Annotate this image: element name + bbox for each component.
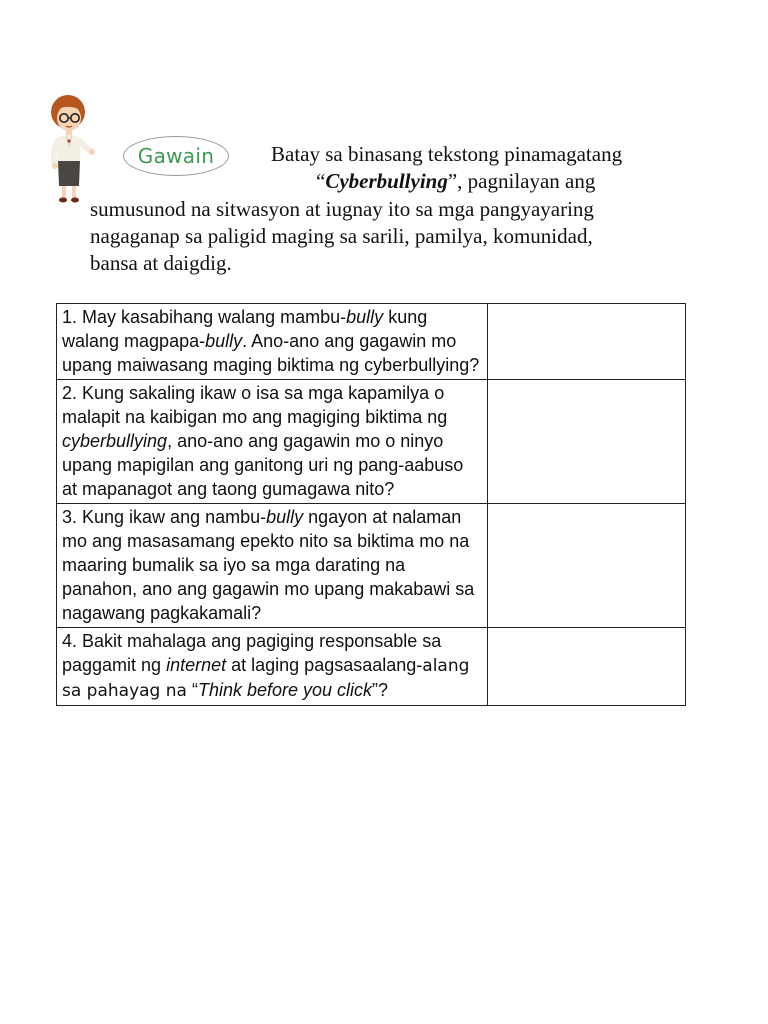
answer-cell[interactable] xyxy=(488,380,686,504)
activity-badge xyxy=(123,136,229,176)
answer-cell[interactable] xyxy=(488,504,686,628)
question-cell: 4. Bakit mahalaga ang pagiging responsable sa paggamit ng internet at laging pagsasaalang-alang sa pahayag na “Think before you click”? xyxy=(57,628,488,706)
teacher-illustration xyxy=(44,94,96,204)
quote-open: “ xyxy=(316,169,326,193)
answer-cell[interactable] xyxy=(488,628,686,706)
intro-line-3: sumusunod na sitwasyon at iugnay ito sa mga pangyayaring xyxy=(90,197,594,221)
intro-line-1: Batay sa binasang tekstong pinamagatang xyxy=(271,142,623,166)
table-row xyxy=(57,304,686,380)
quote-close: ”, pagnilayan ang xyxy=(447,169,596,193)
intro-line-5: bansa at daigdig. xyxy=(90,251,232,275)
activity-badge-label: Gawain xyxy=(137,144,215,168)
table-row xyxy=(57,380,686,504)
question-cell: 3. Kung ikaw ang nambu-bully ngayon at nalaman mo ang masasamang epekto nito sa biktima mo na maaring bumalik sa iyo sa mga darating na panahon, ano ang gagawin mo upang makabawi sa nagawang pagkakamali? xyxy=(57,504,488,628)
table-row xyxy=(57,504,686,628)
intro-body xyxy=(90,196,690,277)
intro-title: Cyberbullying xyxy=(325,169,448,193)
table-row xyxy=(57,628,686,706)
answer-cell[interactable] xyxy=(488,304,686,380)
question-cell: 2. Kung sakaling ikaw o isa sa mga kapamilya o malapit na kaibigan mo ang magiging biktima ng cyberbullying, ano-ano ang gagawin mo o ninyo upang mapigilan ang ganitong uri ng pang-aabuso at mapanagot ang taong gumagawa nito? xyxy=(57,380,488,504)
intro-line-4: nagaganap sa paligid maging sa sarili, pamilya, komunidad, xyxy=(90,224,593,248)
intro-line-2 xyxy=(316,168,595,195)
question-table xyxy=(56,303,686,706)
question-cell: 1. May kasabihang walang mambu-bully kung walang magpapa-bully. Ano-ano ang gagawin mo upang maiwasang maging biktima ng cyberbullying? xyxy=(57,304,488,380)
